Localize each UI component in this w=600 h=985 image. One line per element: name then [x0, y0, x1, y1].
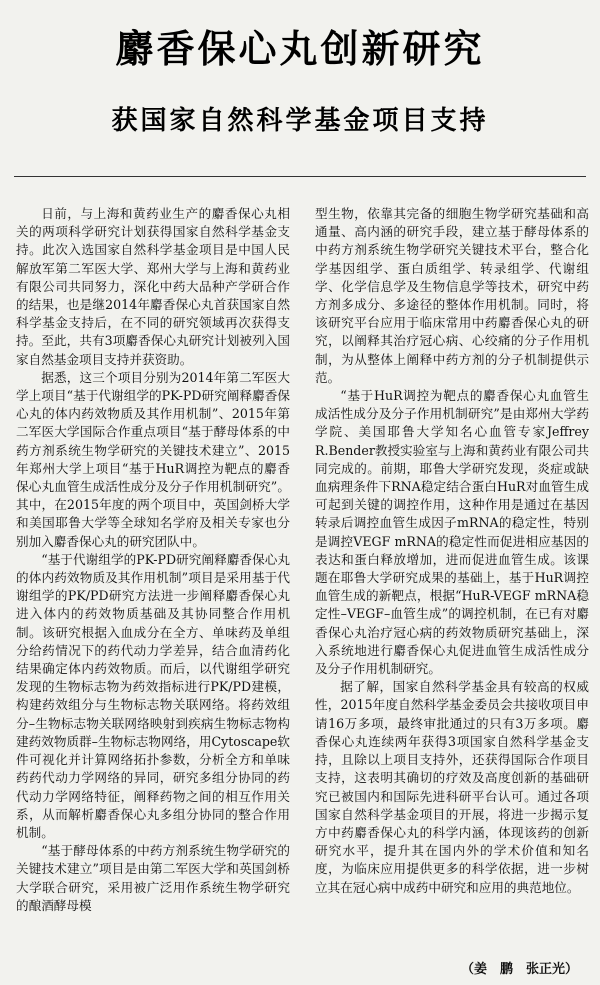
- article-column-left: [16, 205, 290, 915]
- paragraph: 型生物，依靠其完备的细胞生物学研究基础和高通量、高内涵的研究手段，建立基于酵母体系的中药方剂系统生物学研究关键技术平台，整合化学基因组学、蛋白质组学、转录组学、代谢组学、化学信息学及生物信息学等技术，研究中药方剂多成分、多途径的整体作用机制。同时，将该研究平台应用于临床常用中药麝香保心丸的研究，以阐释其治疗冠心病、心绞痛的分子作用机制，为从整体上阐释中药方剂的分子机制提供示范。: [315, 206, 589, 385]
- paragraph: 据了解，国家自然科学基金具有较高的权威性，2015年度自然科学基金委员会共接收项目申请16万多项，最终审批通过的只有3万多项。麝香保心丸连续两年获得3项国家自然科学基金支持，且除以上项目支持外，还获得国际合作项目支持，这表明其确切的疗效及高度创新的基础研究已被国内和国际先进科研平台认可。通过各项国家自然科学基金项目的开展，将进一步揭示复方中药麝香保心丸的科学内涵，体现该药的创新研究水平，提升其在国内外的学术价值和知名度，为临床应用提供更多的科学依据，进一步树立其在冠心病中成药中研究和应用的典范地位。: [315, 679, 589, 895]
- divider: [14, 176, 586, 177]
- article-column-right: [315, 205, 589, 897]
- subheadline: 获国家自然科学基金项目支持: [111, 106, 489, 136]
- paragraph: “基于代谢组学的PK-PD研究阐释麝香保心丸的体内药效物质及其作用机制”项目是采用基于代谢组学的PK/PD研究方法进一步阐释麝香保心丸进入体内的药效物质基础及其协同整合作用机制。该研究根据入血成分在全方、单味药及单组分给药情况下的药代动力学差异，结合血清药化结果确定体内药效物质。而后，以代谢组学研究发现的生物标志物为药效指标进行PK/PD建模，构建药效组分与生物标志物关联网络。将药效组分–生物标志物关联网络映射到疾病生物标志物构建药效物质群–生物标志物网络，用Cytoscape软件可视化并计算网络拓扑参数，分析全方和单味药药代动力学网络的异同，研究多组分协同的药代动力学网络特征，阐释药物之间的相互作用关系，从而解析麝香保心丸多组分协同的整合作用机制。: [16, 551, 290, 840]
- paragraph: 据悉，这三个项目分别为2014年第二军医大学上项目“基于代谢组学的PK-PD研究阐释麝香保心丸的体内药效物质及其作用机制”、2015年第二军医大学国际合作重点项目“基于酵母体系的中药方剂系统生物学研究的关键技术建立”、2015年郑州大学上项目“基于HuR调控为靶点的麝香保心丸血管生成活性成分及分子作用机制研究”。其中，在2015年度的两个项目中，英国剑桥大学和美国耶鲁大学等全球知名学府及相关专家也分别加入麝香保心丸的研究团队中。: [16, 369, 290, 549]
- paragraph: “基于酵母体系的中药方剂系统生物学研究的关键技术建立”项目是由第二军医大学和英国剑桥大学联合研究，采用被广泛用作系统生物学研究的酿酒酵母模: [16, 843, 290, 913]
- paragraph: “基于HuR调控为靶点的麝香保心丸血管生成活性成分及分子作用机制研究”是由郑州大学药学院、美国耶鲁大学知名心血管专家Jeffrey R.Bender教授实验室与上海和黄药业有限公司共同完成的。前期，耶鲁大学研究发现，炎症或缺血病理条件下RNA稳定结合蛋白HuR对血管生成可起到关键的调控作用，这种作用是通过在基因转录后调控血管生成因子mRNA的稳定性，特别是调控VEGF mRNA的稳定性而促进相应基因的表达和蛋白释放增加，进而促进血管生成。该课题在耶鲁大学研究成果的基础上，基于HuR调控血管生成的新靶点，根据“HuR-VEGF mRNA稳定性–VEGF–血管生成”的调控机制，在已有对麝香保心丸治疗冠心病的药效物质研究基础上，深入系统地进行麝香保心丸促进血管生成活性成分及分子作用机制研究。: [315, 388, 589, 677]
- headline: 麝香保心丸创新研究: [115, 27, 485, 71]
- author-byline: （姜 鹏 张正光）: [460, 962, 578, 977]
- paragraph: 日前，与上海和黄药业生产的麝香保心丸相关的两项科学研究计划获得国家自然科学基金支持。此次入选国家自然科学基金项目是中国人民解放军第二军医大学、郑州大学与上海和黄药业有限公司共同努力，深化中药大品种产学研合作的结果，也是继2014年麝香保心丸首获国家自然科学基金支持后，在不同的研究领域再次获得支持。至此，共有3项麝香保心丸研究计划被列入国家自然基金项目支持并获资助。: [16, 206, 290, 367]
